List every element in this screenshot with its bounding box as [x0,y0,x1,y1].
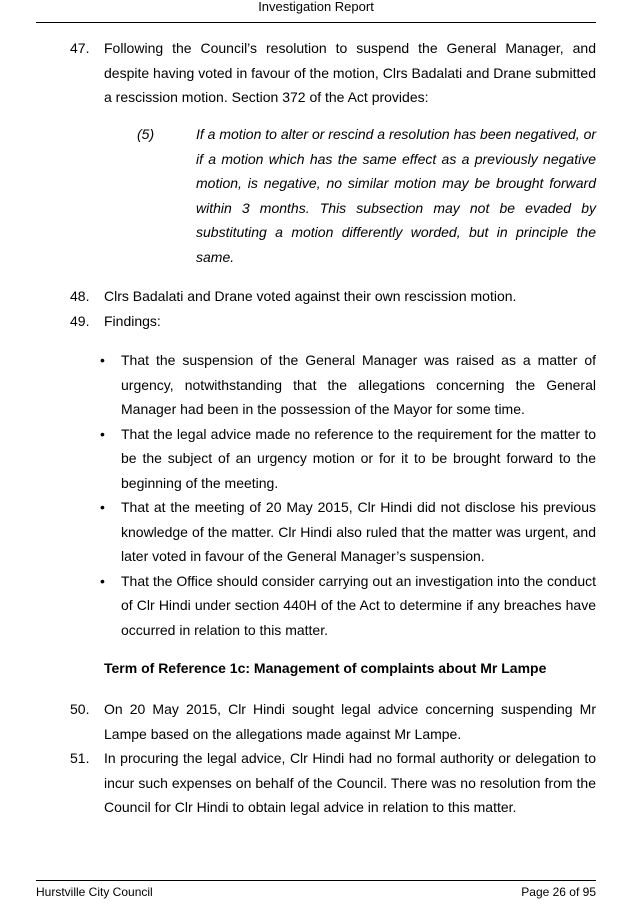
finding-item [36,348,596,422]
page-footer [36,880,596,899]
paragraph-48 [36,284,596,309]
bullet-icon: • [100,425,105,442]
paragraph-51 [36,746,596,820]
paragraph-text: On 20 May 2015, Clr Hindi sought legal advice concerning suspending Mr Lampe based on the allegations made against Mr Lampe. [104,701,596,742]
finding-item [36,569,596,643]
page-number: Page 26 of 95 [521,885,596,899]
page-header [36,0,596,23]
paragraph-text: Following the Council’s resolution to suspend the General Manager, and despite having voted in favour of the motion, Clrs Badalati and Drane submitted a rescission motion. Section 372 of the Act provides: [104,40,596,105]
paragraph-number: 50. [70,701,90,717]
finding-item [36,422,596,496]
section-heading: Term of Reference 1c: Management of complaints about Mr Lampe [104,660,547,676]
paragraph-number: 47. [70,40,90,56]
report-title: Investigation Report [258,0,374,14]
paragraph-47 [36,36,596,110]
finding-text: That the legal advice made no reference to the requirement for the matter to be the subject of an urgency motion or for it to be brought forward to the beginning of the meeting. [121,425,596,491]
quoted-text: If a motion to alter or rescind a resolution has been negatived, or if a motion which has the same effect as a previously negative motion, is negative, no similar motion may be brought forward within 3 months. This subsection may not be evaded by substituting a motion differently worded, but in principle the same. [196,126,597,265]
findings-list [36,348,596,642]
paragraph-number: 48. [70,288,90,304]
finding-text: That at the meeting of 20 May 2015, Clr Hindi did not disclose his previous knowledge of the matter. Clr Hindi also ruled that the matter was urgent, and later voted in favour of the General Manager’s suspension. [121,499,596,564]
paragraph-text: Clrs Badalati and Drane voted against their own rescission motion. [104,288,517,304]
paragraph-number: 51. [70,750,90,766]
finding-item [36,495,596,569]
paragraph-text: In procuring the legal advice, Clr Hindi had no formal authority or delegation to incur such expenses on behalf of the Council. There was no resolution from the Council for Clr Hindi to obtain legal advice in relation to this matter. [104,750,596,815]
footer-organization: Hurstville City Council [36,885,153,899]
subsection-number: (5) [137,126,155,142]
paragraph-number: 49. [70,313,90,329]
paragraph-49 [36,309,596,334]
finding-text: That the suspension of the General Manager was raised as a matter of urgency, notwithstanding that the allegations concerning the General Manager had been in the possession of the Mayor for some time. [121,352,596,417]
bullet-icon: • [100,499,105,515]
bullet-icon: • [100,352,105,368]
bullet-icon: • [100,572,105,589]
paragraph-50 [36,697,596,746]
paragraph-text: Findings: [104,313,161,329]
finding-text: That the Office should consider carrying out an investigation into the conduct of Clr Hindi under section 440H of the Act to determine if any breaches have occurred in relation to this matter. [121,572,596,638]
quoted-legislation [36,122,596,269]
